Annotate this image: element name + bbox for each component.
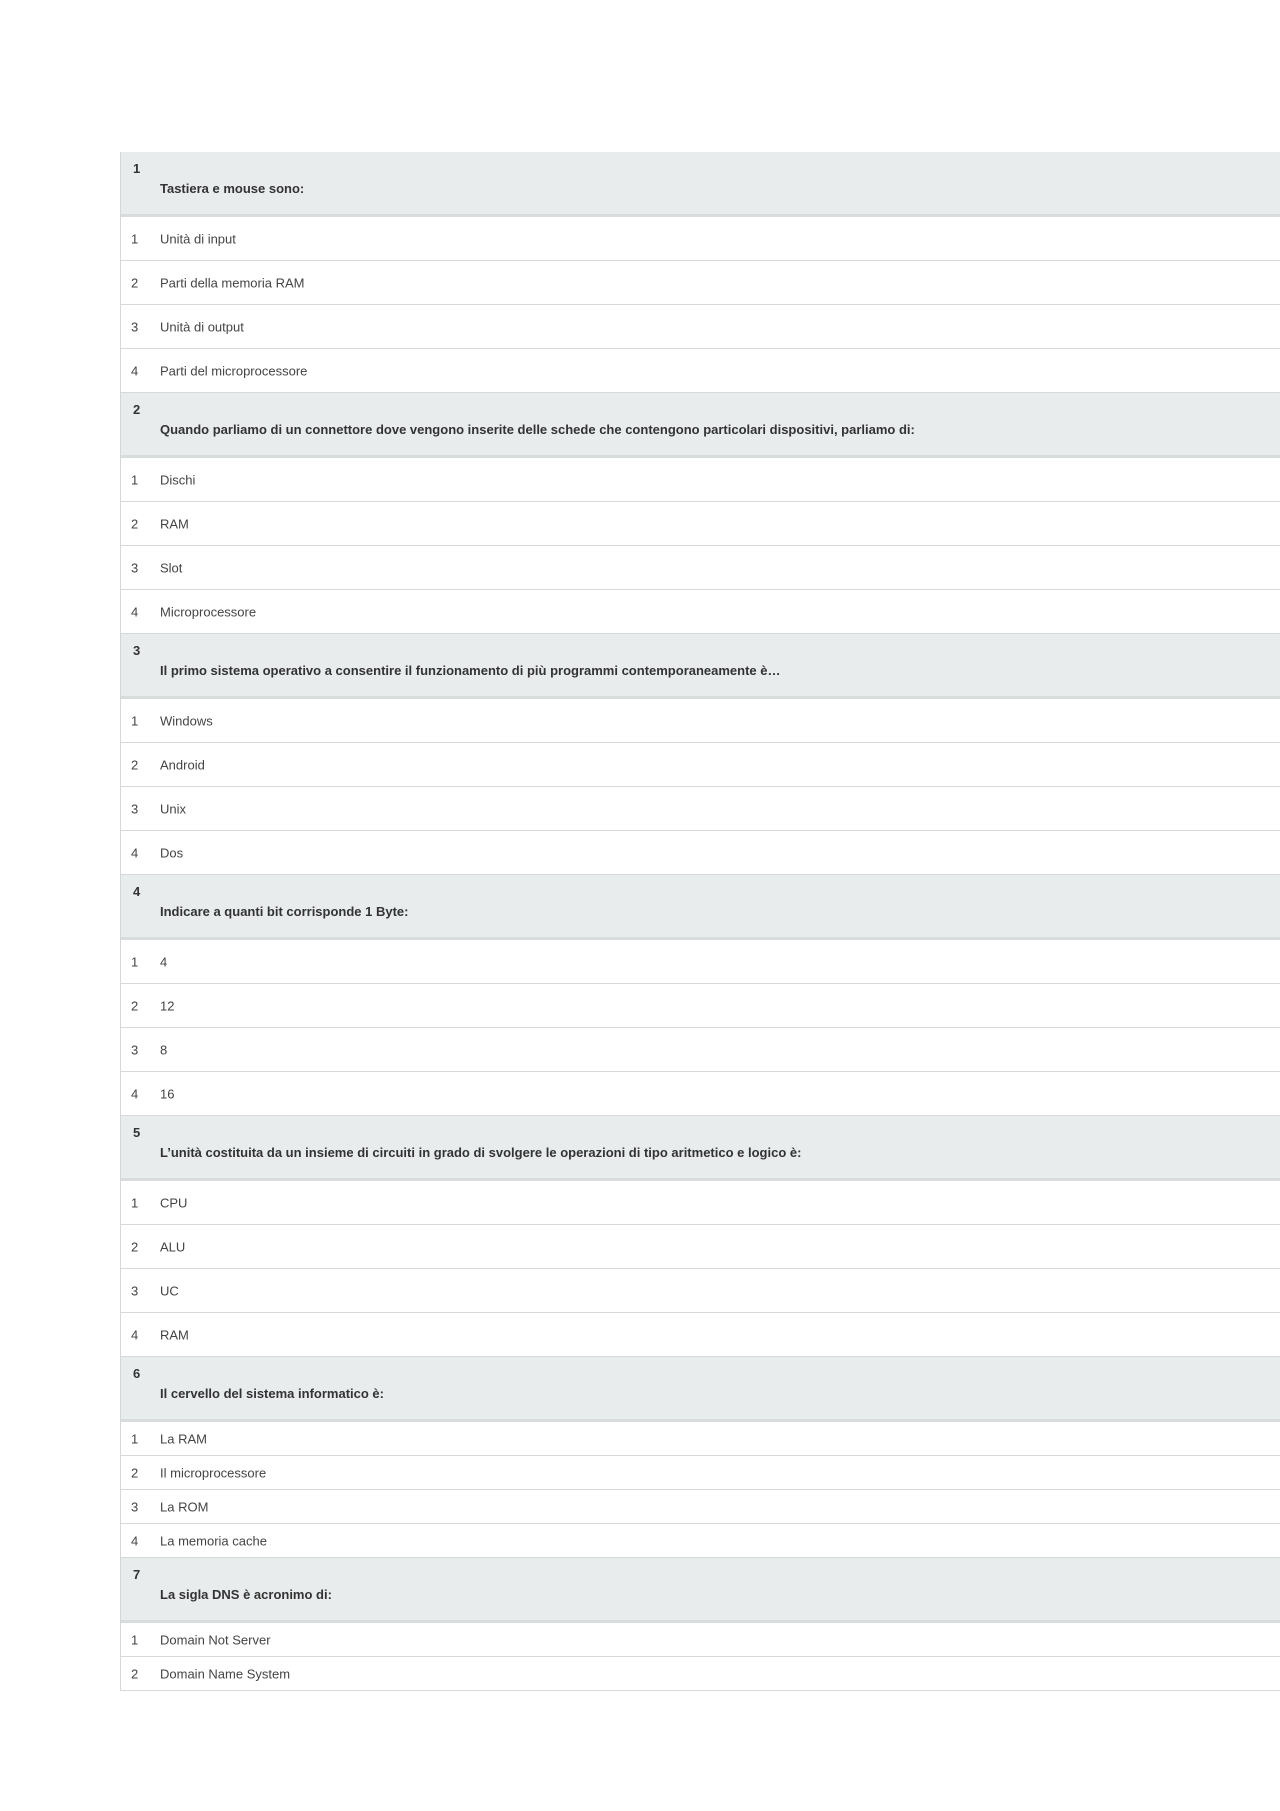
question-text: Il cervello del sistema informatico è:: [160, 1386, 384, 1401]
answer-option[interactable]: [121, 940, 1280, 984]
answer-option[interactable]: [121, 1072, 1280, 1116]
answer-option[interactable]: [121, 1225, 1280, 1269]
question-block: [121, 634, 1280, 875]
answer-option-text: La ROM: [160, 1499, 209, 1514]
answer-option-text: Microprocessore: [160, 604, 257, 619]
quiz-table: [120, 152, 1280, 1691]
answer-option-number: 1: [131, 1632, 139, 1647]
question-text: Tastiera e mouse sono:: [160, 181, 305, 196]
answer-option-text: Android: [160, 757, 205, 772]
answer-option-number: 2: [131, 1465, 139, 1480]
answer-option-number: 1: [131, 472, 139, 487]
answer-option-number: 3: [131, 1283, 139, 1298]
answer-option[interactable]: [121, 1524, 1280, 1558]
answer-option[interactable]: [121, 1313, 1280, 1357]
answer-option-number: 1: [131, 1431, 139, 1446]
answer-option-text: 16: [160, 1086, 175, 1101]
answer-option-number: 1: [131, 713, 139, 728]
answer-option-number: 2: [131, 757, 139, 772]
answer-option[interactable]: [121, 1422, 1280, 1456]
question-header: [121, 1116, 1280, 1181]
answer-option[interactable]: [121, 349, 1280, 393]
answer-option-number: 4: [131, 1327, 139, 1342]
answer-option[interactable]: [121, 1269, 1280, 1313]
answer-option[interactable]: [121, 458, 1280, 502]
question-block: [121, 1116, 1280, 1357]
answer-option-number: 2: [131, 1666, 139, 1681]
answer-option-text: Il microprocessore: [160, 1465, 267, 1480]
answer-option-text: Dos: [160, 845, 184, 860]
answer-option-text: 8: [160, 1042, 168, 1057]
answer-option[interactable]: [121, 831, 1280, 875]
answer-option-text: Unità di output: [160, 319, 244, 334]
answer-option-text: Unità di input: [160, 231, 236, 246]
answer-option-number: 1: [131, 231, 139, 246]
answer-option-text: La RAM: [160, 1431, 207, 1446]
answer-option-number: 3: [131, 801, 139, 816]
answer-option[interactable]: [121, 699, 1280, 743]
question-block: [121, 152, 1280, 393]
answer-option-number: 4: [131, 604, 139, 619]
question-block: [121, 875, 1280, 1116]
question-header: [121, 634, 1280, 699]
answer-option-number: 1: [131, 1195, 139, 1210]
answer-option-number: 2: [131, 1239, 139, 1254]
answer-option-text: La memoria cache: [160, 1533, 267, 1548]
question-header: [121, 1357, 1280, 1422]
question-header: [121, 1558, 1280, 1623]
answer-option-number: 2: [131, 516, 139, 531]
answer-option[interactable]: [121, 217, 1280, 261]
answer-option[interactable]: [121, 502, 1280, 546]
question-header: [121, 393, 1280, 458]
question-block: [121, 1357, 1280, 1558]
question-block: [121, 393, 1280, 634]
answer-option[interactable]: [121, 546, 1280, 590]
answer-option[interactable]: [121, 1028, 1280, 1072]
answer-option-text: UC: [160, 1283, 179, 1298]
answer-option-text: Domain Not Server: [160, 1632, 271, 1647]
answer-option-text: ALU: [160, 1239, 186, 1254]
answer-option-text: Parti del microprocessore: [160, 363, 308, 378]
answer-option-text: 4: [160, 954, 168, 969]
answer-option-number: 3: [131, 1499, 139, 1514]
answer-option-number: 2: [131, 275, 139, 290]
answer-option-text: CPU: [160, 1195, 188, 1210]
question-header: [121, 152, 1280, 217]
answer-option-text: 12: [160, 998, 175, 1013]
answer-option[interactable]: [121, 305, 1280, 349]
answer-option[interactable]: [121, 590, 1280, 634]
question-text: La sigla DNS è acronimo di:: [160, 1587, 332, 1602]
answer-option-number: 1: [131, 954, 139, 969]
question-text: Quando parliamo di un connettore dove vengono inserite delle schede che contengono particolari dispositivi, parliamo di:: [160, 422, 915, 437]
question-number: 5: [133, 1125, 141, 1140]
answer-option[interactable]: [121, 1623, 1280, 1657]
answer-option-text: Dischi: [160, 472, 196, 487]
question-number: 7: [133, 1567, 141, 1582]
question-number: 1: [133, 161, 141, 176]
answer-option-number: 4: [131, 1086, 139, 1101]
answer-option-number: 3: [131, 319, 139, 334]
answer-option-number: 4: [131, 845, 139, 860]
answer-option-number: 4: [131, 363, 139, 378]
question-block: [121, 1558, 1280, 1691]
answer-option-text: RAM: [160, 516, 189, 531]
question-header: [121, 875, 1280, 940]
answer-option-text: Slot: [160, 560, 183, 575]
answer-option-text: Unix: [160, 801, 187, 816]
answer-option-text: RAM: [160, 1327, 189, 1342]
answer-option[interactable]: [121, 261, 1280, 305]
answer-option-number: 3: [131, 560, 139, 575]
answer-option[interactable]: [121, 1490, 1280, 1524]
answer-option[interactable]: [121, 984, 1280, 1028]
question-number: 6: [133, 1366, 141, 1381]
answer-option[interactable]: [121, 1181, 1280, 1225]
answer-option[interactable]: [121, 1657, 1280, 1691]
question-number: 3: [133, 643, 141, 658]
answer-option-number: 3: [131, 1042, 139, 1057]
answer-option[interactable]: [121, 1456, 1280, 1490]
answer-option-text: Parti della memoria RAM: [160, 275, 305, 290]
answer-option[interactable]: [121, 743, 1280, 787]
answer-option-number: 2: [131, 998, 139, 1013]
question-text: Il primo sistema operativo a consentire il funzionamento di più programmi contemporaneamente è…: [160, 663, 781, 678]
answer-option-text: Domain Name System: [160, 1666, 291, 1681]
question-number: 2: [133, 402, 141, 417]
question-number: 4: [133, 884, 141, 899]
question-text: Indicare a quanti bit corrisponde 1 Byte:: [160, 904, 409, 919]
answer-option[interactable]: [121, 787, 1280, 831]
answer-option-text: Windows: [160, 713, 213, 728]
question-text: L’unità costituita da un insieme di circuiti in grado di svolgere le operazioni di tipo aritmetico e logico è:: [160, 1145, 802, 1160]
answer-option-number: 4: [131, 1533, 139, 1548]
